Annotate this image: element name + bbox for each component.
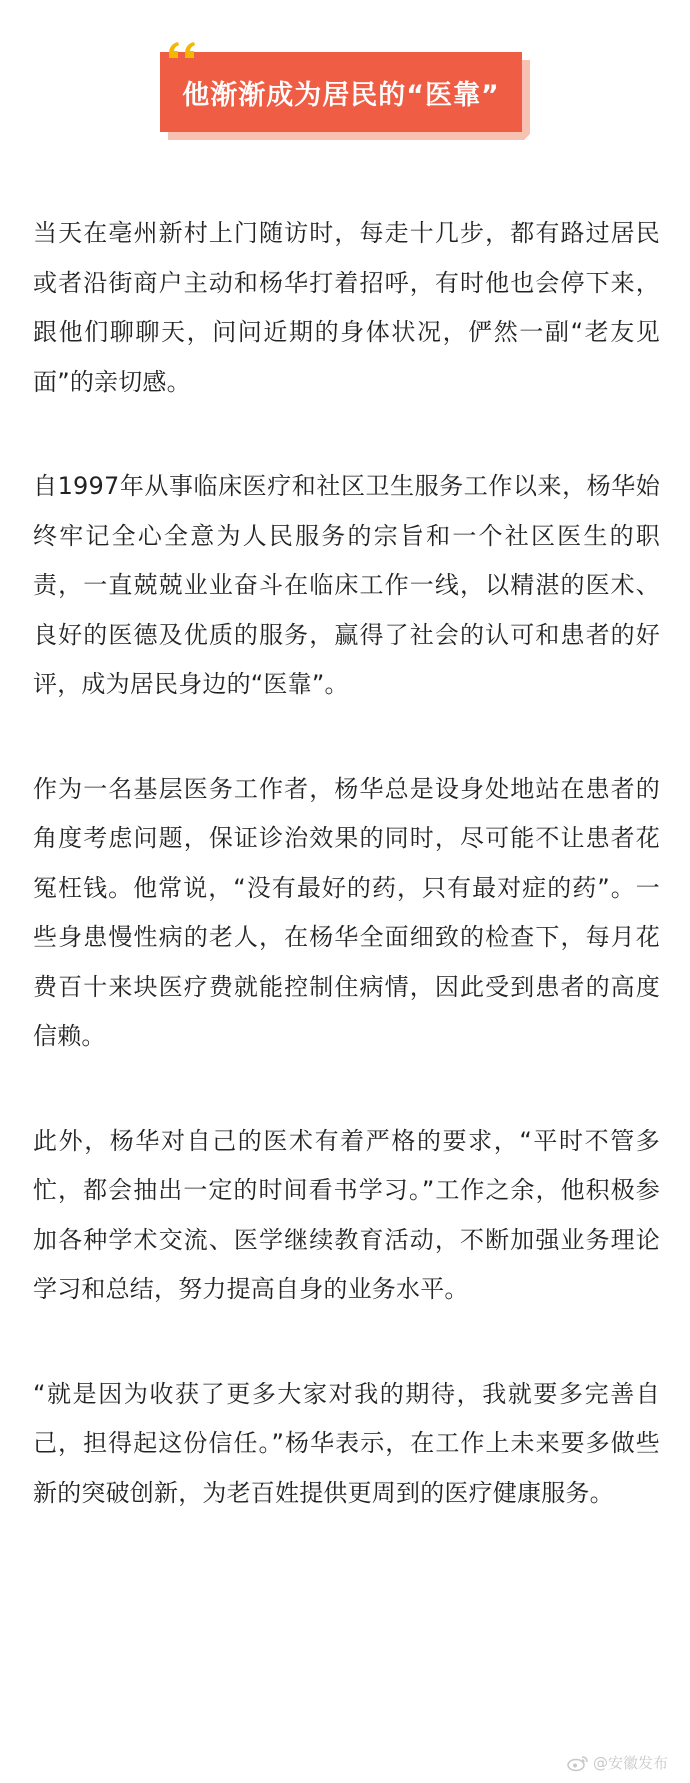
section-header xyxy=(160,52,530,140)
section-title: 他渐渐成为居民的“医靠” xyxy=(182,79,500,111)
paragraph: 自1997年从事临床医疗和社区卫生服务工作以来，杨华始终牢记全心全意为人民服务的宗旨和一个社区医生的职责，一直兢兢业业奋斗在临床工作一线，以精湛的医术、良好的医德及优质的服务，赢得了社会的认可和患者的好评，成为居民身边的“医靠”。 xyxy=(33,472,660,698)
article-body xyxy=(33,209,660,1573)
corner-fold xyxy=(516,126,538,148)
quote-marks-icon xyxy=(166,40,206,60)
source-watermark xyxy=(567,1752,668,1773)
header-banner xyxy=(160,52,522,132)
watermark-text: @安徽发布 xyxy=(592,1754,668,1772)
paragraph: 作为一名基层医务工作者，杨华总是设身处地站在患者的角度考虑问题，保证诊治效果的同时，尽可能不让患者花冤枉钱。他常说，“没有最好的药，只有最对症的药”。一些身患慢性病的老人，在杨华全面细致的检查下，每月花费百十来块医疗费就能控制住病情，因此受到患者的高度信赖。 xyxy=(33,774,660,1050)
paragraph: “就是因为收获了更多大家对我的期待，我就要多完善自己，担得起这份信任。”杨华表示，在工作上未来要多做些新的突破创新，为老百姓提供更周到的医疗健康服务。 xyxy=(33,1379,660,1507)
paragraph: 当天在亳州新村上门随访时，每走十几步，都有路过居民或者沿街商户主动和杨华打着招呼，有时他也会停下来，跟他们聊聊天，问问近期的身体状况，俨然一副“老友见面”的亲切感。 xyxy=(33,219,660,396)
weibo-icon xyxy=(567,1754,589,1772)
paragraph: 此外，杨华对自己的医术有着严格的要求，“平时不管多忙，都会抽出一定的时间看书学习。”工作之余，他积极参加各种学术交流、医学继续教育活动，不断加强业务理论学习和总结，努力提高自身的业务水平。 xyxy=(33,1126,660,1303)
